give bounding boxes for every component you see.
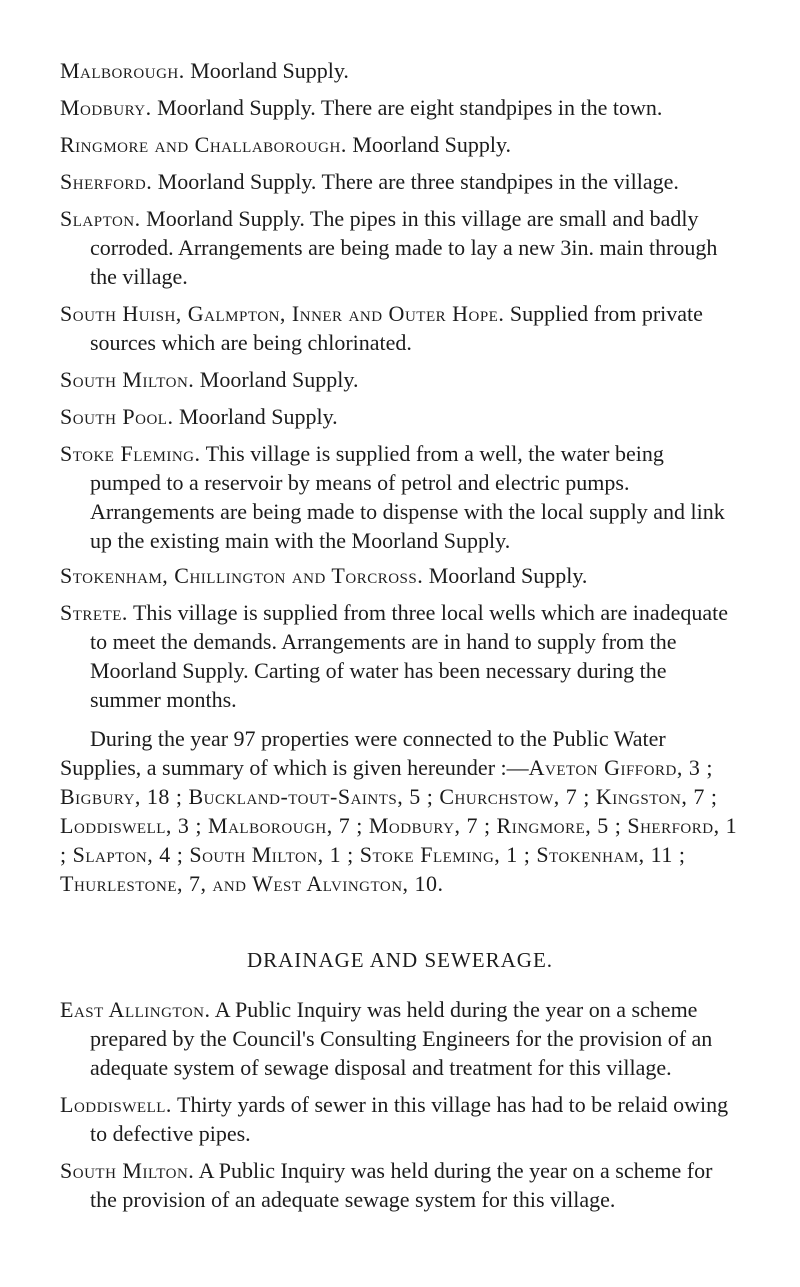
place-name: East Allington.	[60, 997, 211, 1022]
entry-text: Moorland Supply. There are eight standpipes in the town.	[151, 95, 663, 120]
entry-text: Thirty yards of sewer in this village has had to be relaid owing to defective pipes.	[90, 1092, 729, 1146]
water-entry-south-milton	[60, 365, 740, 394]
drainage-heading: DRAINAGE AND SEWERAGE.	[246, 948, 554, 972]
water-entry-modbury	[60, 93, 740, 122]
entry-text: Moorland Supply. There are three standpipes in the village.	[152, 169, 679, 194]
entry-text: This village is supplied from three local wells which are inadequate to meet the demands. Arrangements are in hand to supply from the Moorland Supply. Carting of water has been necessary during the summer months.	[90, 600, 729, 712]
place-name: Stokenham, Chillington and Torcross.	[60, 563, 424, 588]
place-name: Slapton.	[60, 206, 141, 231]
entry-text: Moorland Supply.	[346, 132, 512, 157]
place-name: Ringmore and Challaborough.	[60, 132, 347, 157]
water-entry-stokenham	[60, 561, 740, 590]
place-name: Malborough.	[60, 58, 185, 83]
water-entry-sherford	[60, 167, 740, 196]
drainage-entry-south-milton	[60, 1156, 740, 1214]
water-entry-south-huish	[60, 299, 740, 357]
entry-text: Moorland Supply.	[173, 404, 338, 429]
summary-list: Aveton Gifford, 3 ; Bigbury, 18 ; Buckland-tout-Saints, 5 ; Churchstow, 7 ; Kingston, 7 ; Loddiswell, 3 ; Malborough, 7 ; Modbury, 7 ; Ringmore, 5 ; Sherford, 1 ; Slapton, 4 ; South Milton, 1 ; Stoke Fleming, 1 ; Stokenham, 11 ; Thurlestone, 7, and West Alvington, 10.	[60, 755, 738, 896]
drainage-entry-east-allington	[60, 995, 740, 1082]
place-name: Strete.	[60, 600, 128, 625]
drainage-entry-loddiswell	[60, 1090, 740, 1148]
entry-text: Moorland Supply.	[184, 58, 349, 83]
water-entry-malborough	[60, 56, 740, 85]
entry-text: A Public Inquiry was held during the year on a scheme for the provision of an adequate sewage system for this village.	[90, 1158, 713, 1212]
place-name: Loddiswell.	[60, 1092, 172, 1117]
water-entry-stoke-fleming	[60, 439, 740, 497]
water-entry-slapton	[60, 204, 740, 291]
place-name: South Milton.	[60, 367, 195, 392]
water-entry-ringmore	[60, 130, 740, 159]
connections-summary	[60, 724, 740, 898]
place-name: Sherford.	[60, 169, 153, 194]
water-entry-strete	[60, 598, 740, 714]
place-name: Modbury.	[60, 95, 152, 120]
entry-text: Supplied from private sources which are being chlorinated.	[90, 301, 703, 355]
stoke-fleming-continuation: Arrangements are being made to dispense with the local supply and link up the existing main with the Moorland Supply.	[90, 499, 725, 553]
water-entry-south-pool	[60, 402, 740, 431]
place-name: South Huish, Galmpton, Inner and Outer Hope.	[60, 301, 505, 326]
place-name: Stoke Fleming.	[60, 441, 201, 466]
entry-text: Moorland Supply.	[194, 367, 359, 392]
place-name: South Pool.	[60, 404, 174, 429]
summary-intro: During the year 97 properties were connected to the Public Water Supplies, a summary of which is given hereunder :—	[60, 726, 666, 780]
place-name: South Milton.	[60, 1158, 195, 1183]
entry-text: Moorland Supply.	[423, 563, 588, 588]
entry-text: Moorland Supply. The pipes in this village are small and badly corroded. Arrangements are being made to lay a new 3in. main through the village.	[90, 206, 718, 289]
entry-text: A Public Inquiry was held during the year on a scheme prepared by the Council's Consulting Engineers for the provision of an adequate system of sewage disposal and treatment for this village.	[90, 997, 713, 1080]
entry-text: This village is supplied from a well, the water being pumped to a reservoir by means of petrol and electric pumps.	[90, 441, 664, 495]
